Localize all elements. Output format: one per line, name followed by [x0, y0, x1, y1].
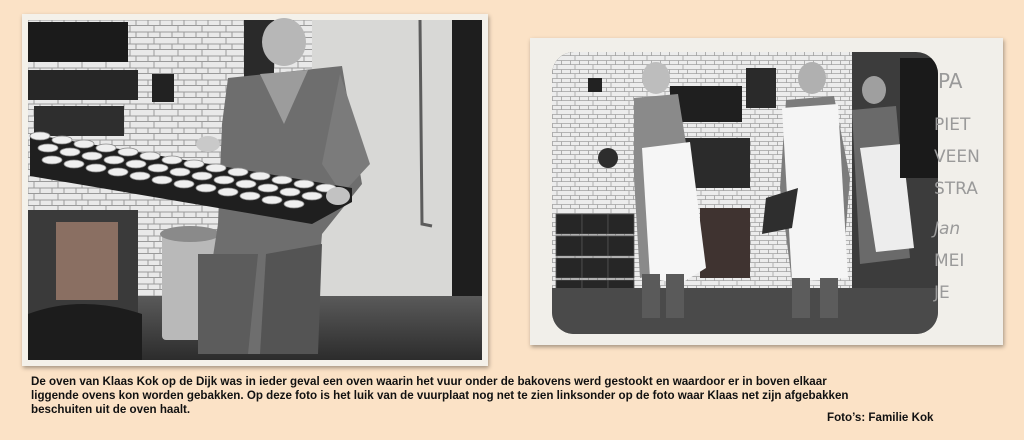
handwriting-line: STRA — [934, 179, 978, 199]
handwriting-line: JE — [934, 283, 950, 303]
handwritten-names — [931, 69, 980, 303]
photo-left-image — [22, 14, 488, 366]
photo-bakers-at-oven — [530, 38, 1003, 345]
photo-baker-with-rusks — [22, 14, 488, 366]
caption-line-1: De oven van Klaas Kok op de Dijk was in ieder geval een oven waarin het vuur onder de bakovens werd gestookt en waardoor er in boven elkaar — [31, 375, 827, 388]
handwriting-line: Jan — [934, 219, 961, 239]
photo-right-image — [530, 38, 1003, 345]
handwriting-line: PA — [938, 69, 963, 93]
caption-line-3: beschuiten uit de oven haalt. — [31, 403, 191, 416]
photo-credit: Foto’s: Familie Kok — [827, 411, 934, 424]
handwriting-line: MEI — [934, 251, 965, 271]
handwriting-line: PIET — [934, 115, 971, 135]
caption-line-2: liggende ovens kon worden gebakken. Op deze foto is het luik van de vuurplaat nog net te zien linksonder op de foto waar Klaas net zijn afgebakken — [31, 389, 849, 402]
handwriting-line: VEEN — [934, 147, 980, 167]
